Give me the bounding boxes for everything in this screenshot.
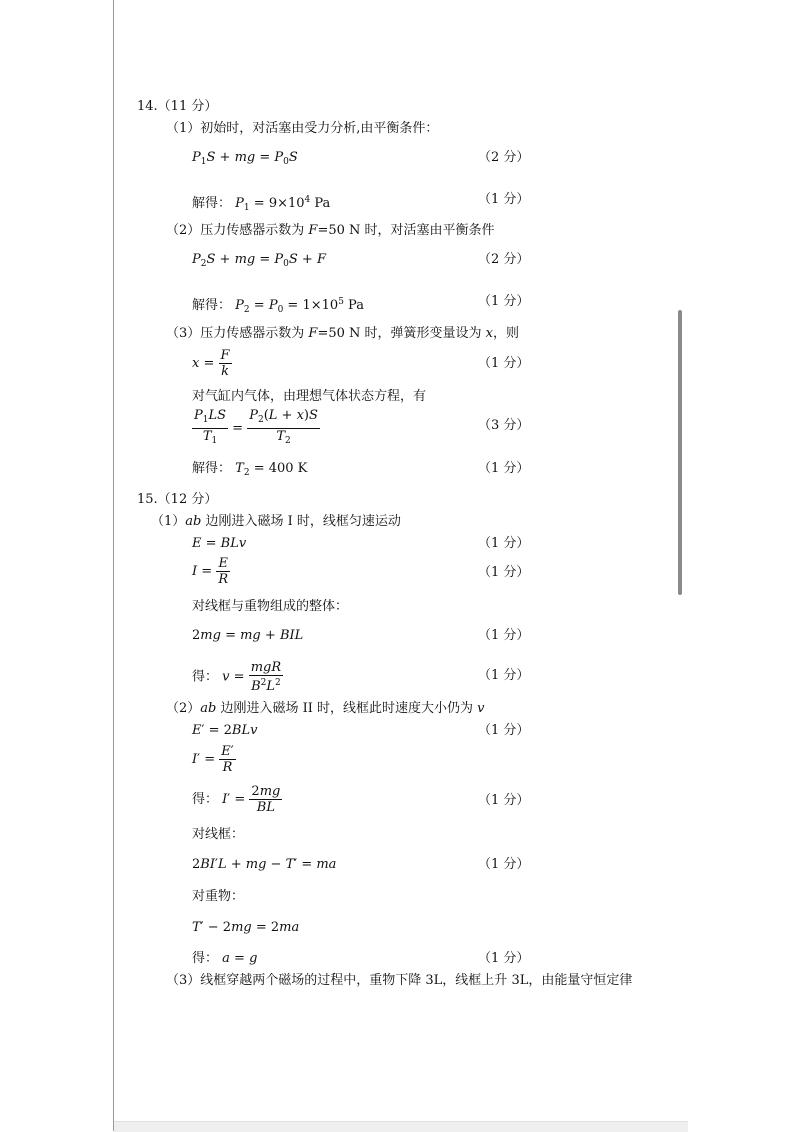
q15-part1-emf-equation: E = BLv [192, 536, 247, 551]
q14-part1-eq-score: （2 分） [478, 150, 530, 165]
q15-part1-title: （1）ab 边刚进入磁场 I 时，线框匀速运动 [151, 514, 401, 529]
q15-part2-frame-equation: 2BI′L + mg − T′ = ma [192, 857, 337, 872]
q15-part1-velocity-solution: 得： v = $\frac{\text{mgR}}{B^2L^2}$ [192, 660, 282, 694]
q14-part3-gas-equation: $\frac{P_1LS}{T_1}$ = $\frac{P_2(L + x)S}{T_2}$ [194, 408, 318, 446]
q15-part1-velocity-score: （1 分） [478, 668, 530, 683]
q15-part2-acc-score: （1 分） [478, 951, 530, 966]
q15-part2-current-equation: I′ = $\frac{E'}{R}$ [192, 744, 234, 775]
q15-part3-title: （3）线框穿越两个磁场的过程中，重物下降 3L，线框上升 3L，由能量守恒定律 [166, 973, 633, 988]
q14-part3-sol-score: （1 分） [478, 461, 530, 476]
q15-part2-emf-score: （1 分） [478, 723, 530, 738]
q15-part1-current-equation: I = $\frac{E}{R}$ [192, 556, 229, 587]
q14-part2-eq-score: （2 分） [478, 252, 530, 267]
q15-part2-weight-text: 对重物： [192, 889, 245, 904]
q14-part3-solution: 解得： $T_2 = 400$ K [192, 461, 308, 478]
q14-part2-title: （2）压力传感器示数为 F=50 N 时，对活塞由平衡条件 [166, 223, 495, 238]
page-bottom-strip [114, 1121, 688, 1132]
q15-part2-title: （2）ab 边刚进入磁场 II 时，线框此时速度大小仍为 v [166, 701, 485, 716]
q14-part2-solution: 解得： $P_2 = P_0 = 1\times 10^5$ Pa [192, 297, 364, 315]
q15-header: 15.（12 分） [137, 492, 218, 507]
q15-part2-emf-equation: E′ = 2BLv [192, 723, 258, 738]
page-left-edge [113, 0, 114, 1131]
q14-part1-solution: 解得： $P_1 = 9\times 10^4$ Pa [192, 195, 331, 213]
q15-part1-emf-score: （1 分） [478, 536, 530, 551]
q14-part1-equation: $P_1S$ + mg = $P_0S$ [192, 150, 298, 167]
q14-part3-spring-score: （1 分） [478, 356, 530, 371]
q15-part1-whole-text: 对线框与重物组成的整体： [192, 599, 349, 614]
q15-part1-force-score: （1 分） [478, 628, 530, 643]
q14-part3-gas-score: （3 分） [478, 418, 530, 433]
q14-part3-title: （3）压力传感器示数为 F=50 N 时，弹簧形变量设为 x，则 [166, 326, 520, 341]
q14-part1-sol-score: （1 分） [478, 192, 530, 207]
q14-part3-spring-equation: x = $\frac{F}{k}$ [192, 348, 230, 379]
q15-part1-force-equation: 2mg = mg + BIL [192, 628, 304, 643]
q14-part2-equation: $P_2S$ + mg = $P_0S + F$ [192, 252, 326, 269]
q15-part2-current-solution: 得： I′ = $\frac{2mg}{BL}$ [192, 784, 281, 815]
q14-part3-gas-text: 对气缸内气体，由理想气体状态方程，有 [192, 389, 427, 404]
q15-part2-weight-equation: T′ − 2mg = 2ma [192, 920, 300, 935]
q15-part2-frame-text: 对线框： [192, 827, 245, 842]
q14-part1-title: （1）初始时，对活塞由受力分析,由平衡条件： [166, 121, 439, 136]
q15-part2-frame-score: （1 分） [478, 857, 530, 872]
q15-part2-acc-solution: 得： a = g [192, 951, 258, 966]
q14-part2-sol-score: （1 分） [478, 294, 530, 309]
vertical-scrollbar[interactable] [678, 310, 682, 595]
q15-part2-current-score: （1 分） [478, 793, 530, 808]
q14-header: 14.（11 分） [137, 99, 218, 114]
q15-part1-current-score: （1 分） [478, 565, 530, 580]
